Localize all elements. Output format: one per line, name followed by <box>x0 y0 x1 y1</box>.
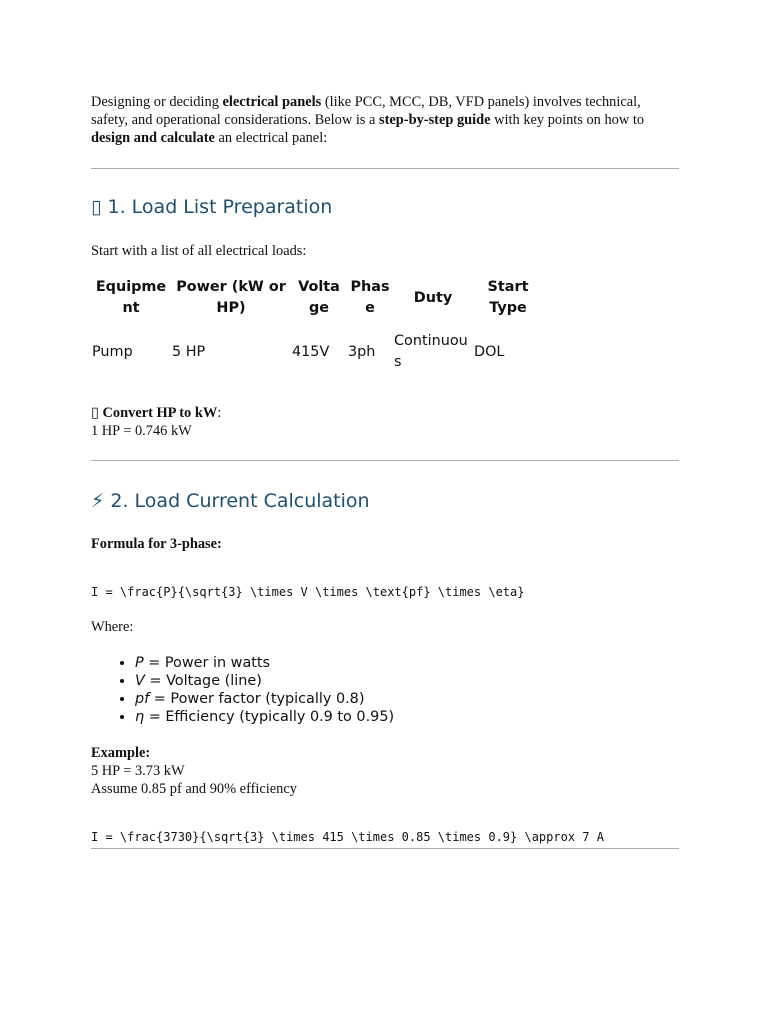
table-cell: 415V <box>292 343 330 360</box>
table-header: Duty <box>413 289 453 306</box>
section1-lead: Start with a list of all electrical loads: <box>91 243 307 259</box>
symbol: pf <box>135 691 150 707</box>
symbol: V <box>135 673 145 689</box>
table-header-row <box>91 276 543 320</box>
symbol: P <box>135 655 144 671</box>
convert-colon: : <box>217 405 222 421</box>
formula-label <box>91 535 222 553</box>
convert-note <box>91 404 221 440</box>
table-header: Power (kW or HP) <box>176 279 286 316</box>
definition-text: = Efficiency (typically 0.9 to 0.95) <box>144 709 395 725</box>
section2-heading <box>91 489 370 513</box>
definition-text: = Power factor (typically 0.8) <box>149 691 365 707</box>
example-label: Example: <box>91 745 151 761</box>
table-header: Start Type <box>487 279 529 316</box>
definition-text: = Voltage (line) <box>144 673 262 689</box>
list-item <box>135 654 394 672</box>
intro-bold-electrical-panels: electrical panels <box>222 94 322 110</box>
symbol: η <box>135 709 145 725</box>
pin-icon: ▯ <box>91 405 99 421</box>
example-block <box>91 744 297 798</box>
table-cell: 5 HP <box>172 343 206 360</box>
definition-text: = Power in watts <box>143 655 271 671</box>
section1-heading <box>91 195 332 219</box>
table-header: Volta ge <box>298 279 340 316</box>
example-line: 5 HP = 3.73 kW <box>91 763 185 779</box>
list-item <box>135 708 394 726</box>
divider <box>91 460 679 461</box>
formula-code: I = \frac{P}{\sqrt{3} \times V \times \text{pf} \times \eta} <box>91 585 525 599</box>
list-item <box>135 690 394 708</box>
intro-bold-guide: step-by-step guide <box>379 112 491 128</box>
section1-title: 1. Load List Preparation <box>107 196 333 218</box>
table-header: Phas e <box>350 279 390 316</box>
intro-bold-design: design and calculate <box>91 130 215 146</box>
divider <box>91 168 679 169</box>
table-cell: 3ph <box>348 343 376 360</box>
clipboard-icon: ▯ <box>91 196 102 218</box>
table-cell: Continuous <box>394 333 468 370</box>
definition-list <box>91 654 394 726</box>
table-cell: DOL <box>474 343 505 360</box>
section2-title: 2. Load Current Calculation <box>110 490 370 512</box>
table-header: Equipme nt <box>95 279 167 316</box>
intro-text: (like PCC, MCC, DB, VFD panels) involves technical, safety, and operational considerations. Below is a <box>91 94 641 128</box>
example-line: Assume 0.85 pf and 90% efficiency <box>91 781 297 797</box>
load-list-table <box>91 276 543 384</box>
table-row <box>91 320 543 384</box>
divider <box>91 848 679 849</box>
formula-label-text: Formula for 3-phase: <box>91 536 222 552</box>
intro-text: an electrical panel: <box>214 130 328 146</box>
where-label: Where: <box>91 619 134 635</box>
intro-text: with key points on how to <box>490 112 645 128</box>
intro-text: Designing or deciding <box>91 94 223 110</box>
lightning-icon: ⚡ <box>91 490 105 512</box>
convert-value: 1 HP = 0.746 kW <box>91 423 192 439</box>
table-cell: Pump <box>92 343 133 360</box>
convert-label: Convert HP to kW <box>102 405 218 421</box>
example-formula-code: I = \frac{3730}{\sqrt{3} \times 415 \times 0.85 \times 0.9} \approx 7 A <box>91 830 604 844</box>
intro-paragraph <box>91 93 679 147</box>
list-item <box>135 672 394 690</box>
